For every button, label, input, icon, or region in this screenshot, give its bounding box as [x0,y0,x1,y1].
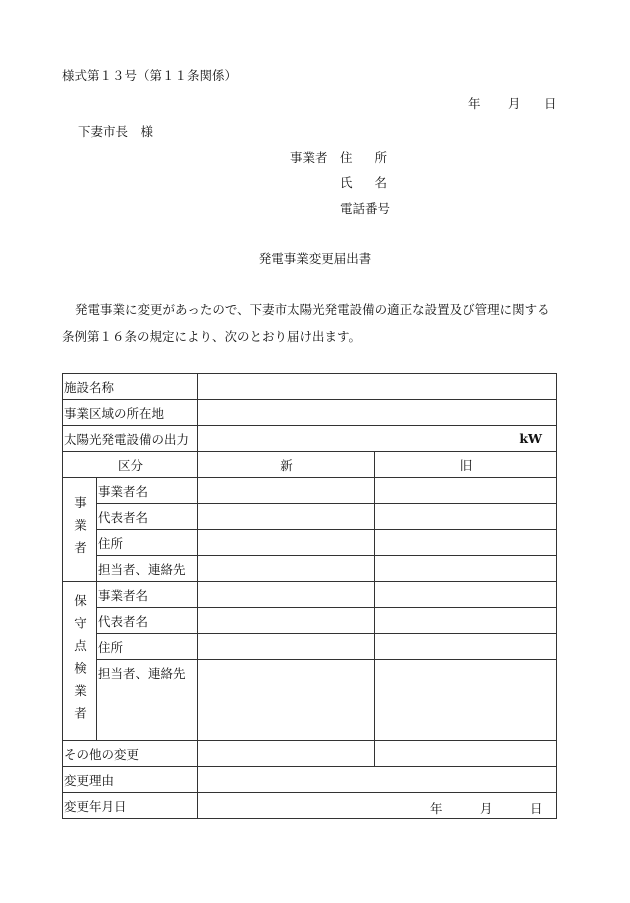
business-rep-old-field[interactable] [375,504,557,530]
applicant-name-label: 氏名 [340,175,410,190]
maintenance-rep-old-field[interactable] [375,608,557,634]
change-year-label: 年 [430,801,443,816]
table-row [63,741,557,767]
old-header: 旧 [375,452,557,478]
reason-label: 変更理由 [63,767,198,793]
table-row [63,374,557,400]
table-row [63,660,557,741]
other-changes-new-field[interactable] [198,741,375,767]
business-row-label: 住所 [97,530,198,556]
business-rep-new-field[interactable] [198,504,375,530]
location-label: 事業区域の所在地 [63,400,198,426]
maintenance-addr-old-field[interactable] [375,634,557,660]
form-number: 様式第１３号（第１１条関係） [62,68,238,83]
table-row [63,582,557,608]
maintenance-row-label: 代表者名 [97,608,198,634]
output-label: 太陽光発電設備の出力 [63,426,198,452]
table-row [63,530,557,556]
maintenance-row-label: 住所 [97,634,198,660]
category-header: 区分 [63,452,198,478]
table-row [63,478,557,504]
maintenance-name-old-field[interactable] [375,582,557,608]
table-row [63,556,557,582]
business-addr-old-field[interactable] [375,530,557,556]
other-changes-old-field[interactable] [375,741,557,767]
business-contact-new-field[interactable] [198,556,375,582]
table-row [63,608,557,634]
change-date-label: 変更年月日 [63,793,198,819]
business-contact-old-field[interactable] [375,556,557,582]
form-table [62,373,557,819]
reason-field[interactable] [198,767,557,793]
applicant-address-label: 住所 [340,150,410,165]
table-row [63,634,557,660]
business-addr-new-field[interactable] [198,530,375,556]
business-name-old-field[interactable] [375,478,557,504]
business-row-label: 担当者、連絡先 [97,556,198,582]
table-row [63,452,557,478]
business-group-label: 事業者 [63,478,97,582]
applicant-phone-label: 電話番号 [340,201,391,216]
maintenance-contact-old-field[interactable] [375,660,557,741]
document-title: 発電事業変更届出書 [258,251,372,266]
date-year-label: 年 [468,96,481,111]
business-row-label: 事業者名 [97,478,198,504]
facility-name-field[interactable] [198,374,557,400]
maintenance-contact-new-field[interactable] [198,660,375,741]
date-day-label: 日 [544,96,557,111]
business-row-label: 代表者名 [97,504,198,530]
change-date-field[interactable] [198,793,557,819]
body-text: 発電事業に変更があったので、下妻市太陽光発電設備の適正な設置及び管理に関する条例第１６条の規定により、次のとおり届け出ます。 [62,302,550,344]
change-day-label: 日 [530,801,543,816]
date-month-label: 月 [508,96,521,111]
applicant-label: 事業者 [290,150,328,165]
maintenance-rep-new-field[interactable] [198,608,375,634]
output-field[interactable] [198,426,557,452]
table-row [63,767,557,793]
facility-name-label: 施設名称 [63,374,198,400]
business-name-new-field[interactable] [198,478,375,504]
new-header: 新 [198,452,375,478]
other-changes-label: その他の変更 [63,741,198,767]
table-row [63,400,557,426]
table-row [63,793,557,819]
table-row [63,504,557,530]
change-month-label: 月 [480,801,493,816]
maintenance-row-label: 事業者名 [97,582,198,608]
maintenance-name-new-field[interactable] [198,582,375,608]
maintenance-group-label: 保守点検業者 [63,582,97,741]
maintenance-row-label: 担当者、連絡先 [97,660,198,741]
maintenance-addr-new-field[interactable] [198,634,375,660]
addressee: 下妻市長 様 [78,124,154,139]
output-unit: kW [519,431,543,446]
location-field[interactable] [198,400,557,426]
table-row [63,426,557,452]
